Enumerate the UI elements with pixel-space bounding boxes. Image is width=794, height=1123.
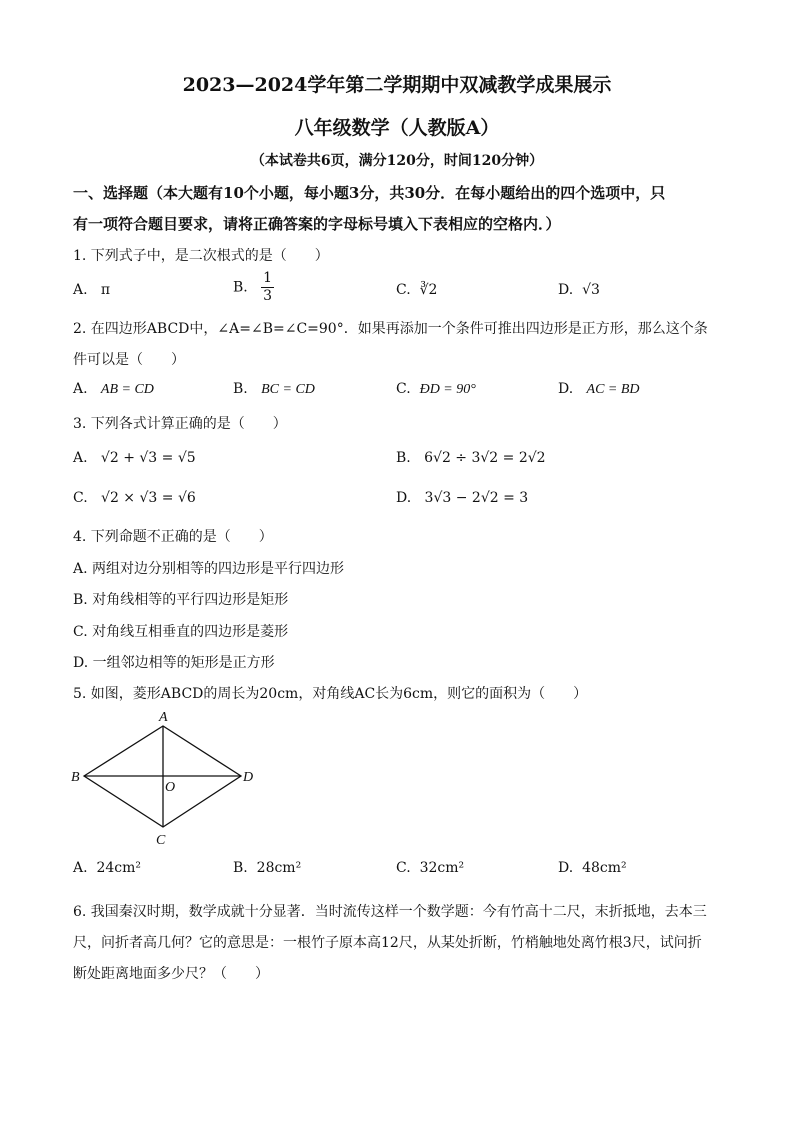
question-stem-line2: 件可以是（ ） [73, 352, 185, 368]
exam-note: （本试卷共6页，满分120分，时间120分钟） [250, 153, 544, 169]
rhombus-figure [65, 705, 265, 850]
option-b: B. 28cm² [233, 860, 302, 876]
question-stem-line1: 6. 我国秦汉时期，数学成就十分显著．当时流传这样一个数学题：今有竹高十二尺，末折抵地，去本三 [73, 904, 707, 920]
option-d: D. 3√3 − 2√2 = 3 [396, 490, 529, 506]
option-c: C. √2 × √3 = √6 [73, 490, 196, 506]
question-stem-line3: 断处距离地面多少尺？（ ） [73, 966, 269, 982]
option-d: D. AC = BD [558, 381, 640, 397]
question-stem: 5. 如图，菱形ABCD的周长为20cm，对角线AC长为6cm，则它的面积为（ ） [73, 686, 588, 702]
center-label-o: O [165, 780, 176, 795]
option-d: D. √3 [558, 282, 600, 298]
option-c: C. ÐD = 90° [396, 381, 476, 397]
vertex-label-a: A [159, 710, 168, 725]
fraction: $\frac{1}{3}$ [263, 270, 273, 304]
vertex-label-c: C [156, 833, 166, 848]
option-a: A. π [73, 282, 111, 298]
question-stem-line2: 尺，问折者高几何？它的意思是：一根竹子原本高12尺，从某处折断，竹梢触地处离竹根3尺，试问折 [73, 935, 702, 951]
section-heading-line2: 有一项符合题目要求，请将正确答案的字母标号填入下表相应的空格内．） [73, 215, 561, 233]
vertex-label-d: D [243, 770, 254, 785]
option-a: A. 24cm² [73, 860, 142, 876]
option-c: C. ∛2 [396, 282, 438, 298]
option-d: D. 48cm² [558, 860, 627, 876]
vertex-label-b: B [71, 770, 80, 785]
option-a: A. √2 + √3 = √5 [73, 450, 196, 466]
question-stem: 3. 下列各式计算正确的是（ ） [73, 416, 287, 432]
option-c: C. 对角线互相垂直的四边形是菱形 [73, 624, 289, 640]
option-d: D. 一组邻边相等的矩形是正方形 [73, 655, 275, 671]
option-b: B. BC = CD [233, 381, 315, 397]
question-stem-line1: 2. 在四边形ABCD中，∠A=∠B=∠C=90°．如果再添加一个条件可推出四边形是正方形，那么这个条 [73, 321, 708, 337]
option-a: A. AB = CD [73, 381, 154, 397]
section-heading-line1: 一、选择题（本大题有10个小题，每小题3分，共30分．在每小题给出的四个选项中，只 [73, 184, 666, 202]
option-c: C. 32cm² [396, 860, 465, 876]
question-stem: 4. 下列命题不正确的是（ ） [73, 529, 273, 545]
exam-subtitle: 八年级数学（人教版A） [294, 117, 500, 139]
question-stem: 1. 下列式子中，是二次根式的是（ ） [73, 248, 329, 264]
option-b: B. 6√2 ÷ 3√2 = 2√2 [396, 450, 546, 466]
option-b: B. $\frac{1}{3}$ [233, 270, 273, 304]
option-a: A. 两组对边分别相等的四边形是平行四边形 [73, 561, 345, 577]
option-b: B. 对角线相等的平行四边形是矩形 [73, 592, 289, 608]
exam-title: 2023—2024学年第二学期期中双减教学成果展示 [182, 74, 612, 96]
